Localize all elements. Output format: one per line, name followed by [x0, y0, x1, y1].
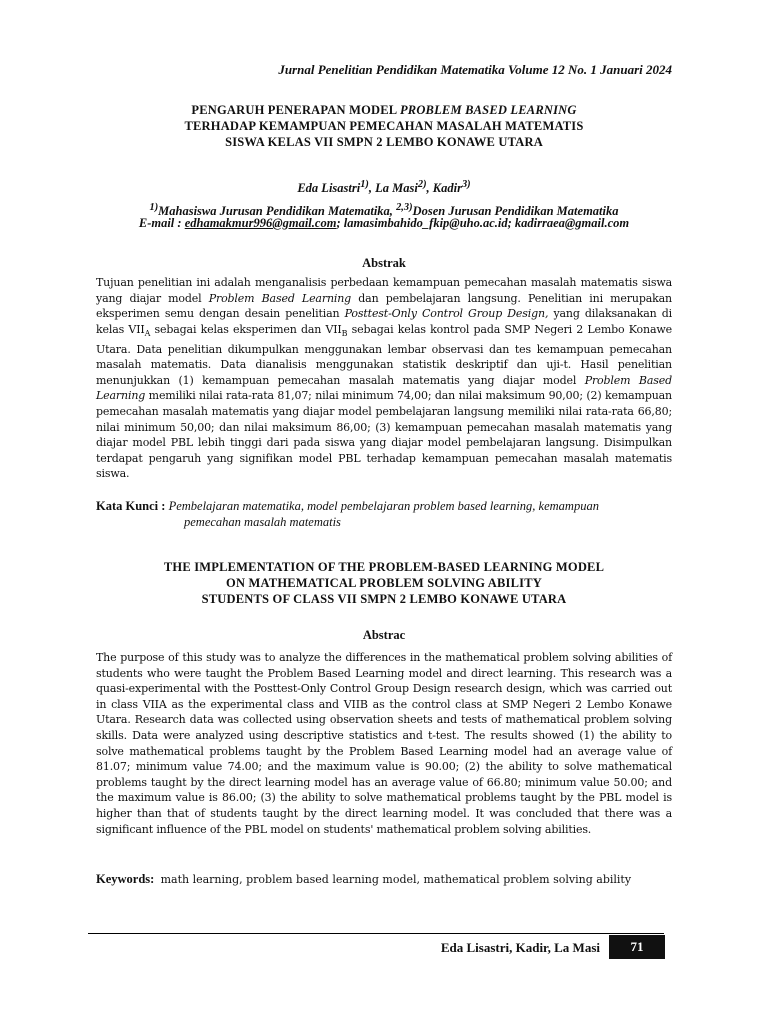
title-line-1: [96, 102, 672, 118]
kata-kunci: [96, 498, 672, 530]
class-b-sub: B: [341, 328, 348, 338]
author-1-sup: 1): [360, 179, 369, 190]
email-line: [96, 216, 672, 231]
abstrak-text-4: sebagai kelas eksperimen dan VII: [150, 322, 342, 336]
author-list: Eda Lisastri$^{1)}$, La Masi$^{2)}$, Kadir$^{3)}$: [297, 179, 471, 196]
keywords: [96, 872, 672, 887]
abstrak-text-1: Tujuan penelitian ini adalah menganalisis perbedaan kemampuan pemecahan masalah matematis siswa yang diajar model: [96, 276, 672, 305]
abstract-body: The purpose of this study was to analyze the differences in the mathematical problem solving abilities of students who were taught the Problem Based Learning model and direct learning. This research was a quasi-experimental with the Posttest-Only Control Group Design research design, which was carried out in class VIIA as the experimental class and VIIB as the control class at SMP Negeri 2 Lembo Konawe Utara. Research data was collected using observation sheets and tests of mathematical problem solving skills. Data were analyzed using descriptive statistics and t-test. The results showed (1) the ability to solve mathematical problems taught by the Problem Based Learning model had an average value of 81.07; minimum value 74.00; and the maximum value is 90.00; (2) the ability to solve mathematical problems taught by the direct learning model has an average value of 66.80; minimum value 50.00; and the maximum value is 86.00; (3) the ability to solve mathematical problems taught by the PBL model is higher than that of students taught by the direct learning model. It was concluded that there was a significant influence of the PBL model on students' mathematical problem solving abilities.: [96, 651, 672, 836]
footer-authors: Eda Lisastri, Kadir, La Masi: [440, 940, 600, 955]
keywords-label: Keywords:: [96, 872, 155, 886]
kata-kunci-line-2: pemecahan masalah matematis: [184, 515, 341, 529]
page-number: 71: [609, 935, 665, 959]
affiliation-sup-2: 2,3): [396, 202, 413, 213]
title-line-1-text: PENGARUH PENERAPAN MODEL: [191, 103, 400, 117]
indonesian-title: [96, 102, 672, 150]
title-line-1-italic: PROBLEM BASED LEARNING: [399, 103, 577, 117]
english-title: [96, 559, 672, 607]
abstrak-italic-1: Problem Based Learning: [208, 291, 352, 305]
abstrak-heading: Abstrak: [362, 256, 406, 270]
email-link[interactable]: edhamakmur996@gmail.com: [184, 216, 337, 230]
affiliation-sup-1: 1): [149, 202, 159, 213]
email-label: E-mail :: [138, 216, 185, 230]
author-1: Eda Lisastri: [297, 181, 361, 196]
abstrak-text-3: yang dilaksanakan di kelas VII: [96, 307, 672, 336]
en-title-line-3: STUDENTS OF CLASS VII SMPN 2 LEMBO KONAWE UTARA: [201, 592, 567, 606]
keywords-text: math learning, problem based learning model, mathematical problem solving ability: [160, 873, 632, 886]
footer-rule: [88, 933, 664, 934]
author-3-sup: 3): [461, 179, 471, 190]
kata-kunci-line-1: Pembelajaran matematika, model pembelajaran problem based learning, kemampuan: [168, 499, 599, 513]
abstract-heading: Abstrac: [362, 628, 406, 642]
en-title-line-1: THE IMPLEMENTATION OF THE PROBLEM-BASED LEARNING MODEL: [163, 560, 605, 574]
affiliation-text-1: Mahasiswa Jurusan Pendidikan Matematika,: [158, 204, 397, 219]
kata-kunci-label: Kata Kunci :: [96, 499, 169, 513]
title-line-3: SISWA KELAS VII SMPN 2 LEMBO KONAWE UTARA: [225, 135, 543, 149]
title-line-2: TERHADAP KEMAMPUAN PEMECAHAN MASALAH MATEMATIS: [184, 119, 584, 133]
journal-header: Jurnal Penelitian Pendidikan Matematika Volume 12 No. 1 Januari 2024: [278, 62, 672, 77]
email-rest: ; lamasimbahido_fkip@uho.ac.id; kadirraea@gmail.com: [336, 216, 630, 230]
class-a-sub: A: [144, 328, 151, 338]
affiliation-text-2: Dosen Jurusan Pendidikan Matematika: [412, 204, 619, 219]
author-2-sup: 2): [417, 179, 427, 190]
abstrak-italic-3: Problem Based Learning: [96, 373, 672, 403]
en-title-line-2: ON MATHEMATICAL PROBLEM SOLVING ABILITY: [226, 576, 542, 590]
author-2: La Masi: [375, 181, 418, 196]
abstrak-italic-2: Posttest-Only Control Group Design,: [344, 307, 549, 321]
author-3: Kadir: [432, 181, 462, 196]
abstrak-text-5: sebagai kelas kontrol pada SMP Negeri 2 Lembo Konawe Utara. Data penelitian dikumpulkan menggunakan lembar observasi dan tes kemampuan pemecahan masalah matematis. Data dianalisis menggunakan statistik deskriptif dan uji-t. Hasil penelitian menunjukkan (1) kemampuan pemecahan masalah matematis yang diajar model: [96, 322, 672, 387]
abstrak-text-6: memiliki nilai rata-rata 81,07; nilai minimum 74,00; dan nilai maksimum 90,00; (2) kemampuan pemecahan masalah matematis yang diajar model pembelajaran langsung memiliki nilai rata-rata 66,80; nilai minimum 50,00; dan nilai maksimum 86,00; (3) kemampuan pemecahan masalah matematis yang diajar model PBL lebih tinggi dari pada siswa yang diajar model pembelajaran langsung. Disimpulkan terdapat pengaruh yang signifikan model PBL terhadap kemampuan pemecahan masalah matematis siswa.: [96, 389, 672, 481]
abstrak-body: [96, 275, 672, 482]
abstrak-text-2: dan pembelajaran langsung. Penelitian ini merupakan eksperimen semu dengan desain penelitian: [96, 291, 672, 321]
